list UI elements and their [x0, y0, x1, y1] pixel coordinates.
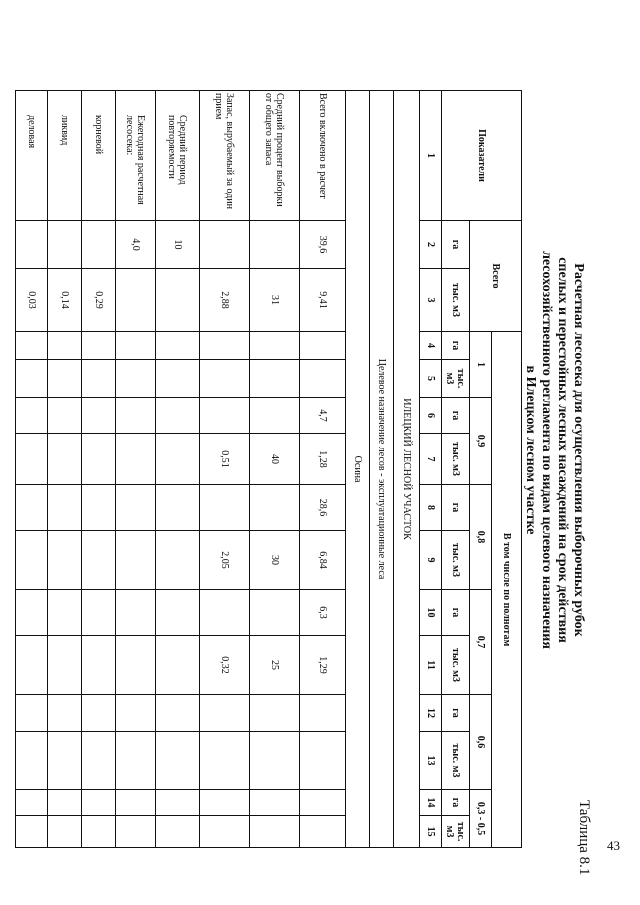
row-label: ликвид	[48, 91, 82, 221]
table-cell	[82, 695, 116, 732]
table-row	[82, 91, 116, 848]
table-cell: 1,28	[300, 434, 346, 485]
row-label: Запас, вырубаемый за один прием	[200, 91, 250, 221]
table-cell	[82, 732, 116, 790]
table-cell	[16, 434, 48, 485]
table-cell	[250, 332, 300, 360]
table-cell: 0,29	[82, 269, 116, 332]
table-cell	[156, 360, 200, 398]
table-cell	[16, 790, 48, 816]
header-unit: тыс. м3	[442, 531, 470, 590]
table-cell	[48, 221, 82, 269]
table-cell	[200, 360, 250, 398]
column-number: 7	[420, 434, 442, 485]
table-cell: 30	[250, 531, 300, 590]
table-cell	[300, 816, 346, 848]
table-cell	[200, 221, 250, 269]
table-cell	[156, 790, 200, 816]
table-cell	[116, 590, 156, 636]
row-label: Всего включено в расчет	[300, 91, 346, 221]
header-unit: тыс. м3	[442, 434, 470, 485]
header-density: 0,7	[470, 590, 492, 695]
header-total: Всего	[470, 221, 522, 332]
column-number: 13	[420, 732, 442, 790]
column-number: 5	[420, 360, 442, 398]
title-line: в Илецком лесном участке	[523, 365, 538, 535]
header-density: 0,3 - 0,5	[470, 790, 492, 848]
table-cell	[116, 398, 156, 434]
table-cell	[48, 695, 82, 732]
table-cell	[48, 636, 82, 695]
table-cell	[16, 485, 48, 531]
table-cell	[250, 485, 300, 531]
table-cell	[48, 590, 82, 636]
column-number: 8	[420, 485, 442, 531]
table-cell	[48, 360, 82, 398]
table-cell	[116, 732, 156, 790]
table-caption: Таблица 8.1	[576, 800, 592, 876]
table-cell	[48, 732, 82, 790]
table-cell	[116, 816, 156, 848]
table-cell	[82, 636, 116, 695]
page-number: 43	[607, 838, 620, 853]
table-cell	[300, 790, 346, 816]
table-cell	[200, 590, 250, 636]
table-title	[522, 60, 586, 840]
header-unit: тыс. м3	[442, 269, 470, 332]
table-cell	[48, 531, 82, 590]
table-cell	[16, 590, 48, 636]
table-cell	[82, 790, 116, 816]
table-cell: 9,41	[300, 269, 346, 332]
header-unit: га	[442, 332, 470, 360]
table-cell	[250, 732, 300, 790]
table-cell	[116, 695, 156, 732]
header-density: 0,6	[470, 695, 492, 790]
section-title: ИЛЕЦКИЙ ЛЕСНОЙ УЧАСТОК	[394, 91, 420, 848]
table-cell	[250, 590, 300, 636]
table-cell	[82, 398, 116, 434]
table-cell	[48, 790, 82, 816]
table-cell	[250, 695, 300, 732]
table-cell	[116, 636, 156, 695]
title-line: Расчетная лесосека для осуществления выборочных рубок	[571, 263, 586, 637]
table-cell	[48, 332, 82, 360]
title-line: лесохозяйственного регламента по видам целевого назначения	[539, 251, 554, 649]
table-cell	[156, 434, 200, 485]
table-cell	[82, 531, 116, 590]
table-cell	[16, 732, 48, 790]
table-cell	[200, 732, 250, 790]
table-cell: 10	[156, 221, 200, 269]
column-number: 15	[420, 816, 442, 848]
header-unit: га	[442, 790, 470, 816]
table-row	[250, 91, 300, 848]
column-number: 11	[420, 636, 442, 695]
header-density: 0,8	[470, 485, 492, 590]
column-number: 4	[420, 332, 442, 360]
table-cell: 1,29	[300, 636, 346, 695]
table-cell	[156, 816, 200, 848]
table-cell	[116, 531, 156, 590]
header-by-density: В том числе по полнотам	[492, 332, 522, 848]
table-cell: 39,6	[300, 221, 346, 269]
table-cell	[156, 269, 200, 332]
header-density: 0,9	[470, 398, 492, 485]
row-label: Средний процент выборки от общего запаса	[250, 91, 300, 221]
allowable-cut-table	[15, 90, 522, 848]
column-number: 10	[420, 590, 442, 636]
table-cell	[116, 434, 156, 485]
table-cell	[156, 636, 200, 695]
table-cell	[116, 360, 156, 398]
table-cell	[82, 816, 116, 848]
table-row	[16, 91, 48, 848]
table-cell: 2,88	[200, 269, 250, 332]
table-cell	[116, 790, 156, 816]
table-cell	[16, 221, 48, 269]
column-number: 3	[420, 269, 442, 332]
table-cell	[250, 221, 300, 269]
table-cell: 6,3	[300, 590, 346, 636]
table-row	[300, 91, 346, 848]
title-line: спелых и перестойных лесных насаждений на срок действия	[555, 257, 570, 643]
table-cell	[16, 531, 48, 590]
header-unit: тыс. м3	[442, 732, 470, 790]
table-cell	[200, 398, 250, 434]
table-cell	[16, 332, 48, 360]
header-unit: га	[442, 485, 470, 531]
header-density: 1	[470, 332, 492, 398]
table-cell	[250, 398, 300, 434]
table-cell	[82, 590, 116, 636]
table-cell	[156, 332, 200, 360]
header-unit: тыс. м3	[442, 636, 470, 695]
table-cell	[250, 360, 300, 398]
table-cell	[82, 332, 116, 360]
table-cell	[16, 398, 48, 434]
table-cell	[156, 695, 200, 732]
table-cell	[116, 269, 156, 332]
purpose-title: Целевое назначение лесов - эксплуатационные леса	[370, 91, 394, 848]
table-cell	[156, 398, 200, 434]
table-cell: 4,0	[116, 221, 156, 269]
table-row	[200, 91, 250, 848]
table-cell	[16, 816, 48, 848]
header-unit: га	[442, 398, 470, 434]
table-cell	[48, 816, 82, 848]
table-cell: 6,84	[300, 531, 346, 590]
table-cell	[156, 485, 200, 531]
table-cell	[82, 221, 116, 269]
row-label: корневой	[82, 91, 116, 221]
header-unit: тыс. м3	[442, 816, 470, 848]
header-unit: га	[442, 221, 470, 269]
table-cell: 0,32	[200, 636, 250, 695]
column-number: 9	[420, 531, 442, 590]
table-cell	[16, 695, 48, 732]
table-cell: 0,51	[200, 434, 250, 485]
species-title: Осина	[346, 91, 370, 848]
table-cell: 0,14	[48, 269, 82, 332]
table-row	[116, 91, 156, 848]
row-label: деловая	[16, 91, 48, 221]
column-number: 6	[420, 398, 442, 434]
table-cell	[200, 695, 250, 732]
table-cell	[156, 732, 200, 790]
table-cell	[156, 531, 200, 590]
table-cell	[300, 332, 346, 360]
table-cell	[300, 695, 346, 732]
table-cell	[16, 360, 48, 398]
table-cell	[116, 332, 156, 360]
header-unit: га	[442, 695, 470, 732]
table-cell	[200, 332, 250, 360]
table-cell	[82, 485, 116, 531]
column-number: 2	[420, 221, 442, 269]
table-cell: 0,03	[16, 269, 48, 332]
table-cell	[250, 790, 300, 816]
table-cell: 2,05	[200, 531, 250, 590]
table-cell	[48, 434, 82, 485]
table-cell	[82, 360, 116, 398]
table-cell: 28,6	[300, 485, 346, 531]
row-label: Ежегодная расчетная лесосека:	[116, 91, 156, 221]
table-cell	[156, 590, 200, 636]
table-cell: 4,7	[300, 398, 346, 434]
table-cell	[300, 360, 346, 398]
table-cell	[48, 485, 82, 531]
table-cell	[82, 434, 116, 485]
header-unit: тыс. м3	[442, 360, 470, 398]
table-cell: 40	[250, 434, 300, 485]
table-row	[156, 91, 200, 848]
header-unit: га	[442, 590, 470, 636]
table-cell: 25	[250, 636, 300, 695]
table-cell	[116, 485, 156, 531]
column-number: 12	[420, 695, 442, 732]
table-cell	[250, 816, 300, 848]
column-number: 14	[420, 790, 442, 816]
table-cell	[48, 398, 82, 434]
table-cell	[200, 485, 250, 531]
row-label: Средний период повторяемости	[156, 91, 200, 221]
header-indicators: Показатели	[442, 91, 522, 221]
table-cell	[16, 636, 48, 695]
table-cell: 31	[250, 269, 300, 332]
table-cell	[200, 790, 250, 816]
column-number: 1	[420, 91, 442, 221]
table-cell	[200, 816, 250, 848]
table-cell	[300, 732, 346, 790]
table-row	[48, 91, 82, 848]
